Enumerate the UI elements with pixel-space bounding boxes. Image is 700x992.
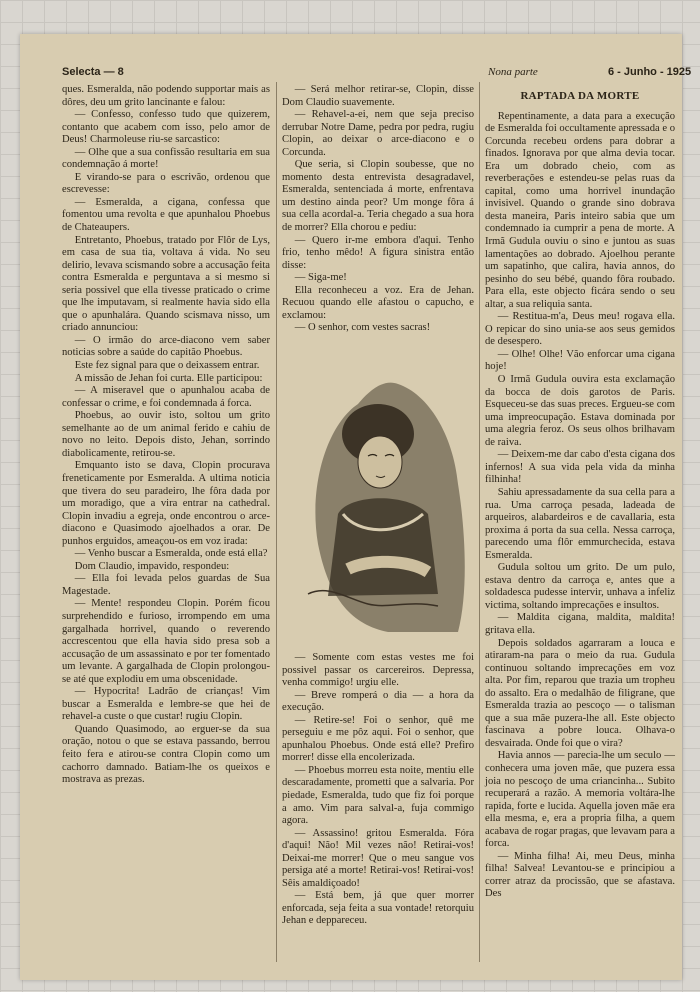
paragraph: Que seria, si Clopin soubesse, que no momento desta entrevista desagradavel, Esmeralda, sentenciada á morte, enfrentava um destino ainda peor? Um monge fôra á sua cella acordal-a. Teria chegado a sua hora de morrer? Ella chorou e pediu:: [282, 159, 474, 234]
column-divider: [276, 82, 277, 962]
paragraph: — Esmeralda, a cigana, confessa que fomentou uma revolta e que apunhalou Phoebus de Chateaupers.: [62, 196, 270, 234]
paragraph: — Mente! respondeu Clopin. Porém ficou surprehendido e furioso, irrompendo em uma gargalhada horrivel, quando o reverendo accrescentou que ella havia sido presa sob a accusação de um assassinato e por ter fomentado um levante. A gargalhada de Clopin prolongou-se até que explodiu em uma obscenidade.: [62, 598, 270, 685]
paragraph: — Olhe! Olhe! Vão enforcar uma cigana hoje!: [485, 348, 675, 373]
paragraph: — Somente com estas vestes me foi possivel passar os carcereiros. Depressa, venha commigo! urgiu elle.: [282, 652, 474, 689]
paragraph: E virando-se para o escrivão, ordenou que escrevesse:: [62, 171, 270, 196]
text-column-3: [485, 84, 675, 969]
paragraph: — Maldita cigana, maldita, maldita! gritava ella.: [485, 612, 675, 636]
text-column-2-bottom: [282, 652, 474, 952]
paragraph: Este fez signal para que o deixassem entrar.: [74, 360, 260, 372]
paragraph: Gudula soltou um grito. De um pulo, estava dentro da carroça e, antes que a soldadesca pudesse intervir, unhava a infeliz victima, soltando imprecações e insultos.: [485, 562, 675, 611]
paragraph: — Será melhor retirar-se, Clopin, disse Dom Claudio suavemente.: [282, 84, 474, 108]
paragraph: — A miseravel que o apunhalou acaba de confessar o crime, e foi condemnada á forca.: [62, 385, 270, 409]
paragraph: — Olhe que a sua confissão resultaria em sua condemnação á morte!: [62, 146, 270, 171]
paragraph: — O senhor, com vestes sacras!: [294, 322, 431, 334]
paragraph: — Quero ir-me embora d'aqui. Tenho frio, tenho mêdo! A figura sinistra então disse:: [282, 234, 474, 271]
paragraph: — Retire-se! Foi o senhor, quê me perseguiu e me pôz aqui. Foi o senhor, que apunhalou Phoebus. Onde está elle? Prefiro morrer! disse ella encolerizada.: [282, 714, 474, 764]
paragraph: — Hypocrita! Ladrão de crianças! Vim buscar a Esmeralda e lembre-se que hei de rehavel-a custe o que custar! rugiu Clopin.: [62, 686, 270, 723]
paragraph: Entretanto, Phoebus, tratado por Flôr de Lys, em casa de sua tia, voltava á vida. No seu delirio, levava scismando sobre a accusação feita contra Esmeralda e perguntava a si mesmo si seria possivel que ella tivesse praticado o crime que lhe imputavam, si realmente havia sido ella que o apunhalára. Quando scismava nisso, um criado annunciou:: [62, 234, 270, 334]
paragraph: O Irmã Gudula ouvira esta exclamação da bocca de dois garotos de Paris. Esqueceu-se das suas preces. Ergueu-se com uma impreocupação. Estava dominada por uma alegria feroz. Os seus olhos brilhavam de raiva.: [485, 374, 675, 448]
paragraph: — Deixem-me dar cabo d'esta cigana dos infernos! A sua vida pela vida da minha filhinha!: [485, 449, 675, 486]
text-column-2-top: [282, 84, 474, 334]
paragraph: — Está bem, já que quer morrer enforcada, seja feita a sua vontade! retorquiu Jehan e deppareceu.: [282, 890, 474, 927]
paragraph: — Siga-me!: [294, 272, 347, 284]
paragraph: — O irmão do arce-diacono vem saber noticias sobre a saúde do capitão Phoebus.: [62, 334, 270, 359]
paragraph: — Confesso, confesso tudo que quizerem, contanto que acabem com isso, pelo amor de Deus! Charmoleuse riu-se sarcastico:: [62, 109, 270, 146]
paragraph: Ella reconheceu a voz. Era de Jehan. Recuou quando elle afastou o capucho, e exclamou:: [282, 284, 474, 321]
paragraph: Repentinamente, a data para a execução de Esmeralda foi occultamente apressada e o Corcunda recebeu ordens para dobrar a finados. Ignorava por que alma devia tocar. Era um dobrado cheio, com as reverberações e estendeu-se pelas ruas da capital, como uma horrivel inundação invisivel. Quando o grande sino dobrava desta maneira, Paris inteiro sabia que um condemnado ia cumprir a pena de morte. A Irmã Gudula ouviu o sino e juntou as suas lamentações ao dobrado. Ajoelhou perante um sapatinho, que calira, havia annos, do pesinho do seu bébé, quando fôra roubado. Para ella, este objecto ficára sendo o seu altar, a sua reliquia santa.: [485, 110, 676, 310]
chapter-title: RAPTADA DA MORTE: [520, 90, 640, 102]
paragraph: Emquanto isto se dava, Clopin procurava freneticamente por Esmeralda. A ultima noticia que tivera do seu paradeiro, lhe fôra dada por um moradigo, que a vira entrar na cathedral. Clopin invadiu a egreja, onde encontrou o arce-diacono e Quasimodo ajoelhados a orar. De punhos erguidos, ameaçou-os em voz irada:: [62, 460, 270, 547]
magazine-page: [20, 34, 692, 980]
paragraph: Depois soldados agarraram a louca e atiraram-na para o meio da rua. Gudula continuou soltando imprecações em voz alta. Por fim, reparou que trazia um tropheu do assalto. Era o medalhão de filigrane, que Esmeralda trazia ao pescoço — o talisman que a sua mãe puzera-lhe all. Este objecto fascinava a pobre louca. Olhava-o desvairada. Onde foi que o vira?: [485, 637, 675, 749]
paragraph: — Minha filha! Ai, meu Deus, minha filha! Salvea! Levantou-se e principiou a correr atraz da procissão, que se afastava. Des: [485, 850, 675, 900]
paragraph: Havia annos — parecia-lhe um seculo — conhecera uma joven mãe, que puzera essa joia no pescoço de uma criancinha... Subito recuperará a razão. A memoria voltára-lhe rapida, forte e lucida. Aquella joven mãe era ella mesma, e, era a propria filha, a quem acabava de rogar pragas, que levavam para a forca.: [485, 750, 675, 850]
paragraph: — Assassino! gritou Esmeralda. Fóra d'aqui! Não! Mil vezes não! Retirai-vos! Deixai-me morrer! Que o meu sangue vos persiga até a morte! Retirai-vos! Retirai-vos! Sêis amaldiçoado!: [282, 827, 474, 889]
paragraph: ques. Esmeralda, não podendo supportar mais as dôres, deu um grito lancinante e falou:: [62, 84, 270, 108]
paragraph: A missão de Jehan foi curta. Elle participou:: [74, 372, 263, 384]
text-column-1: [62, 84, 270, 969]
paragraph: Phoebus, ao ouvir isto, soltou um grito semelhante ao de um animal ferido e cahiu de novo no leito. Depois disto, Jehan, sorrindo diabolicamente, retirou-se.: [62, 410, 270, 459]
paragraph: Dom Claudio, impavido, respondeu:: [74, 560, 230, 572]
paragraph: — Restitua-m'a, Deus meu! rogava ella. O repicar do sino unia-se aos seus gemidos de desespero.: [485, 311, 675, 348]
paragraph: Quando Quasimodo, ao erguer-se da sua oração, notou o que se estava passando, berrou feito fera e atirou-se contra Clopin como um cachorro damnado. Batiam-lhe os queixos e mostrava as prezas.: [62, 723, 270, 786]
paragraph: — Ella foi levada pelos guardas de Sua Magestade.: [62, 573, 270, 597]
paragraph: — Phoebus morreu esta noite, mentiu elle descaradamente, prometti que a salvaria. Por piedade, Esmeralda, tudo que fiz foi porque a amo. Vim para salval-a, fuja commigo agora.: [282, 764, 474, 827]
paragraph: — Breve romperá o dia — a hora da execução.: [282, 689, 474, 714]
column-divider: [479, 82, 480, 962]
paragraph: — Rehavel-a-ei, nem que seja preciso derrubar Notre Dame, pedra por pedra, rugiu Clopin, ao deixar o arce-diacono e o Corcunda.: [282, 109, 474, 158]
paragraph: — Venho buscar a Esmeralda, onde está ella?: [74, 548, 268, 560]
paragraph: Sahiu apressadamente da sua cella para a rua. Uma carroça pesada, ladeada de arqueiros, alabardeiros e de cavallaria, esta proxima á porta da sua cella. Nessa carroça, parecendo uma flôr emmurchecida, estava Esmeralda.: [485, 486, 675, 561]
running-header-date: 6 - Junho - 1925: [608, 66, 692, 78]
illustration-esmeralda: [288, 364, 473, 636]
running-header-left: Selecta — 8: [62, 66, 124, 78]
running-header-center: Nona parte: [488, 66, 538, 78]
